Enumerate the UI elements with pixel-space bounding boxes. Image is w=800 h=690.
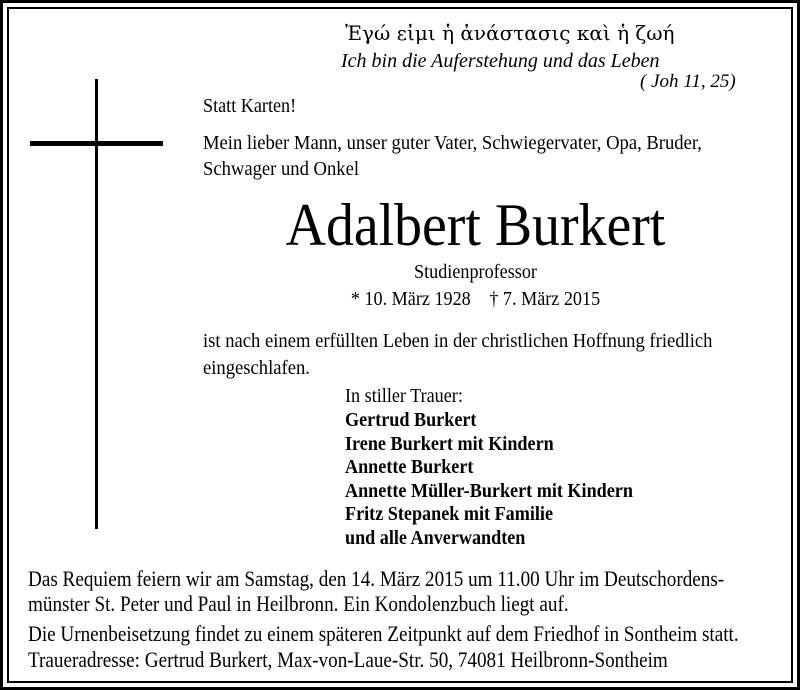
mourner-entry: Fritz Stepanek mit Familie bbox=[345, 504, 554, 525]
scripture-german-translation: Ich bin die Auferstehung und das Leben bbox=[341, 50, 660, 72]
body-line-2: eingeschlafen. bbox=[203, 357, 310, 379]
deceased-name: Adalbert Burkert bbox=[285, 192, 666, 258]
statt-karten-note: Statt Karten! bbox=[203, 96, 297, 117]
mourner-entry: Gertrud Burkert bbox=[345, 410, 477, 431]
life-dates bbox=[222, 289, 729, 311]
urn-burial-notice: Die Urnenbeisetzung findet zu einem späteren Zeitpunkt auf dem Friedhof in Sontheim statt. bbox=[28, 621, 739, 646]
birth-date: * 10. März 1928 bbox=[350, 289, 471, 310]
mourning-label: In stiller Trauer: bbox=[345, 386, 463, 407]
requiem-info-line-2: münster St. Peter und Paul in Heilbronn. Ein Kondolenzbuch liegt auf. bbox=[28, 591, 569, 616]
mourner-entry: und alle Anverwandten bbox=[345, 527, 526, 549]
cross-horizontal-bar bbox=[30, 141, 163, 146]
mourner-entry: Annette Müller-Burkert mit Kindern bbox=[345, 480, 633, 502]
mourners-list bbox=[345, 409, 633, 550]
scripture-greek-quote: Ἐγώ εἰμι ἡ ἀνάστασις καὶ ἡ ζωή bbox=[345, 21, 675, 45]
intro-line-2: Schwager und Onkel bbox=[203, 158, 359, 180]
mourning-address: Traueradresse: Gertrud Burkert, Max-von-Laue-Str. 50, 74081 Heilbronn-Sontheim bbox=[28, 647, 668, 672]
requiem-info-line-1: Das Requiem feiern wir am Samstag, den 14. März 2015 um 11.00 Uhr im Deutschordens- bbox=[28, 566, 725, 591]
death-date: † 7. März 2015 bbox=[489, 289, 601, 310]
intro-line-1: Mein lieber Mann, unser guter Vater, Schwiegervater, Opa, Bruder, bbox=[203, 132, 702, 154]
mourner-entry: Irene Burkert mit Kindern bbox=[345, 433, 554, 455]
body-line-1: ist nach einem erfüllten Leben in der christlichen Hoffnung friedlich bbox=[203, 330, 713, 352]
cross-vertical-bar bbox=[95, 79, 98, 529]
scripture-citation: ( Joh 11, 25) bbox=[640, 71, 736, 92]
mourner-entry: Annette Burkert bbox=[345, 457, 474, 478]
deceased-profession: Studienprofessor bbox=[414, 262, 537, 283]
